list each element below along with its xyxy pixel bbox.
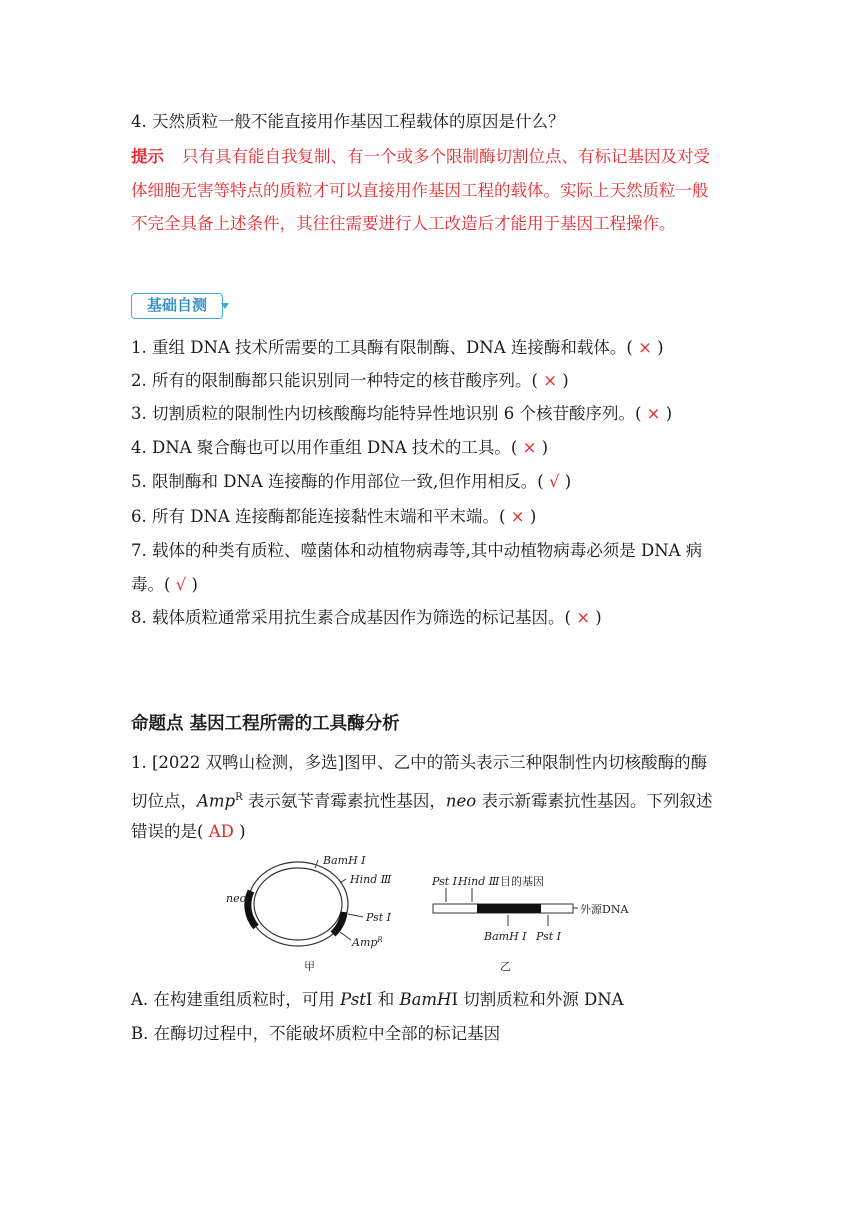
badge-arrow-icon xyxy=(221,303,229,309)
answer: AD xyxy=(208,822,234,841)
foreign-dna-strand xyxy=(433,888,578,926)
label-pst-left: Pst Ⅰ xyxy=(432,875,458,888)
hint-label: 提示 xyxy=(131,147,164,166)
self-test-item: 1. 重组 DNA 技术所需要的工具酶有限制酶、DNA 连接酶和载体。( × ) xyxy=(131,338,664,357)
label-neo: neo xyxy=(226,892,247,905)
label-yi: 乙 xyxy=(500,960,511,973)
self-test-item: 8. 载体质粒通常采用抗生素合成基因作为筛选的标记基因。( × ) xyxy=(131,608,602,627)
hint-text-1: 只有具有能自我复制、有一个或多个限制酶切割位点、有标记基因及对受 xyxy=(182,147,710,166)
label-hindiii-top: Hind Ⅲ xyxy=(350,873,392,886)
label-jia: 甲 xyxy=(304,960,315,973)
label-psti-right: Pst Ⅰ xyxy=(366,911,392,924)
self-test-item: 5. 限制酶和 DNA 连接酶的作用部位一致,但作用相反。( √ ) xyxy=(131,472,572,491)
hint-line-3: 不完全具备上述条件，其往往需要进行人工改造后才能用于基因工程操作。 xyxy=(131,214,676,233)
option-b: B. 在酶切过程中，不能破坏质粒中全部的标记基因 xyxy=(131,1024,501,1043)
section-heading: 命题点 基因工程所需的工具酶分析 xyxy=(131,714,400,734)
self-test-badge: 基础自测 xyxy=(131,293,223,319)
question-1-line-3: 错误的是( AD ) xyxy=(131,822,246,841)
question-1-line-1: 1. [2022 双鸭山检测，多选]图甲、乙中的箭头表示三种限制性内切核酸酶的酶 xyxy=(131,753,708,772)
question-4: 4. 天然质粒一般不能直接用作基因工程载体的原因是什么？ xyxy=(131,112,565,131)
plasmid-diagram xyxy=(218,852,648,982)
hint-line-1 xyxy=(131,146,710,168)
option-a: A. 在构建重组质粒时，可用 PstⅠ 和 BamHⅠ 切割质粒和外源 DNA xyxy=(131,990,624,1009)
hint-line-2: 体细胞无害等特点的质粒才可以直接用作基因工程的载体。实际上天然质粒一般 xyxy=(131,181,709,200)
label-bam-bottom: BamH Ⅰ xyxy=(484,930,527,943)
label-hind-mid: Hind Ⅲ xyxy=(458,875,500,888)
self-test-item: 毒。( √ ) xyxy=(131,575,198,594)
label-pst-bottom: Pst Ⅰ xyxy=(536,930,562,943)
label-amp: Amp$^R$ xyxy=(352,936,383,949)
self-test-item: 4. DNA 聚合酶也可以用作重组 DNA 技术的工具。( × ) xyxy=(131,438,549,457)
plasmid-ring xyxy=(248,860,363,946)
self-test-item: 2. 所有的限制酶都只能识别同一种特定的核苷酸序列。( × ) xyxy=(131,371,569,390)
label-bamhi-top: BamH Ⅰ xyxy=(323,854,366,867)
question-1-line-2: 切位点，Amp$^R$ 表示氨苄青霉素抗性基因，neo 表示新霉素抗性基因。下列叙述 xyxy=(131,791,713,811)
label-foreign-dna: 外源DNA xyxy=(580,903,629,916)
self-test-item: 3. 切割质粒的限制性内切核酸酶均能特异性地识别 6 个核苷酸序列。( × ) xyxy=(131,404,673,423)
self-test-item: 7. 载体的种类有质粒、噬菌体和动植物病毒等,其中动植物病毒必须是 DNA 病 xyxy=(131,541,703,560)
label-target-gene: 目的基因 xyxy=(500,875,544,888)
self-test-item: 6. 所有 DNA 连接酶都能连接黏性末端和平末端。( × ) xyxy=(131,507,537,526)
